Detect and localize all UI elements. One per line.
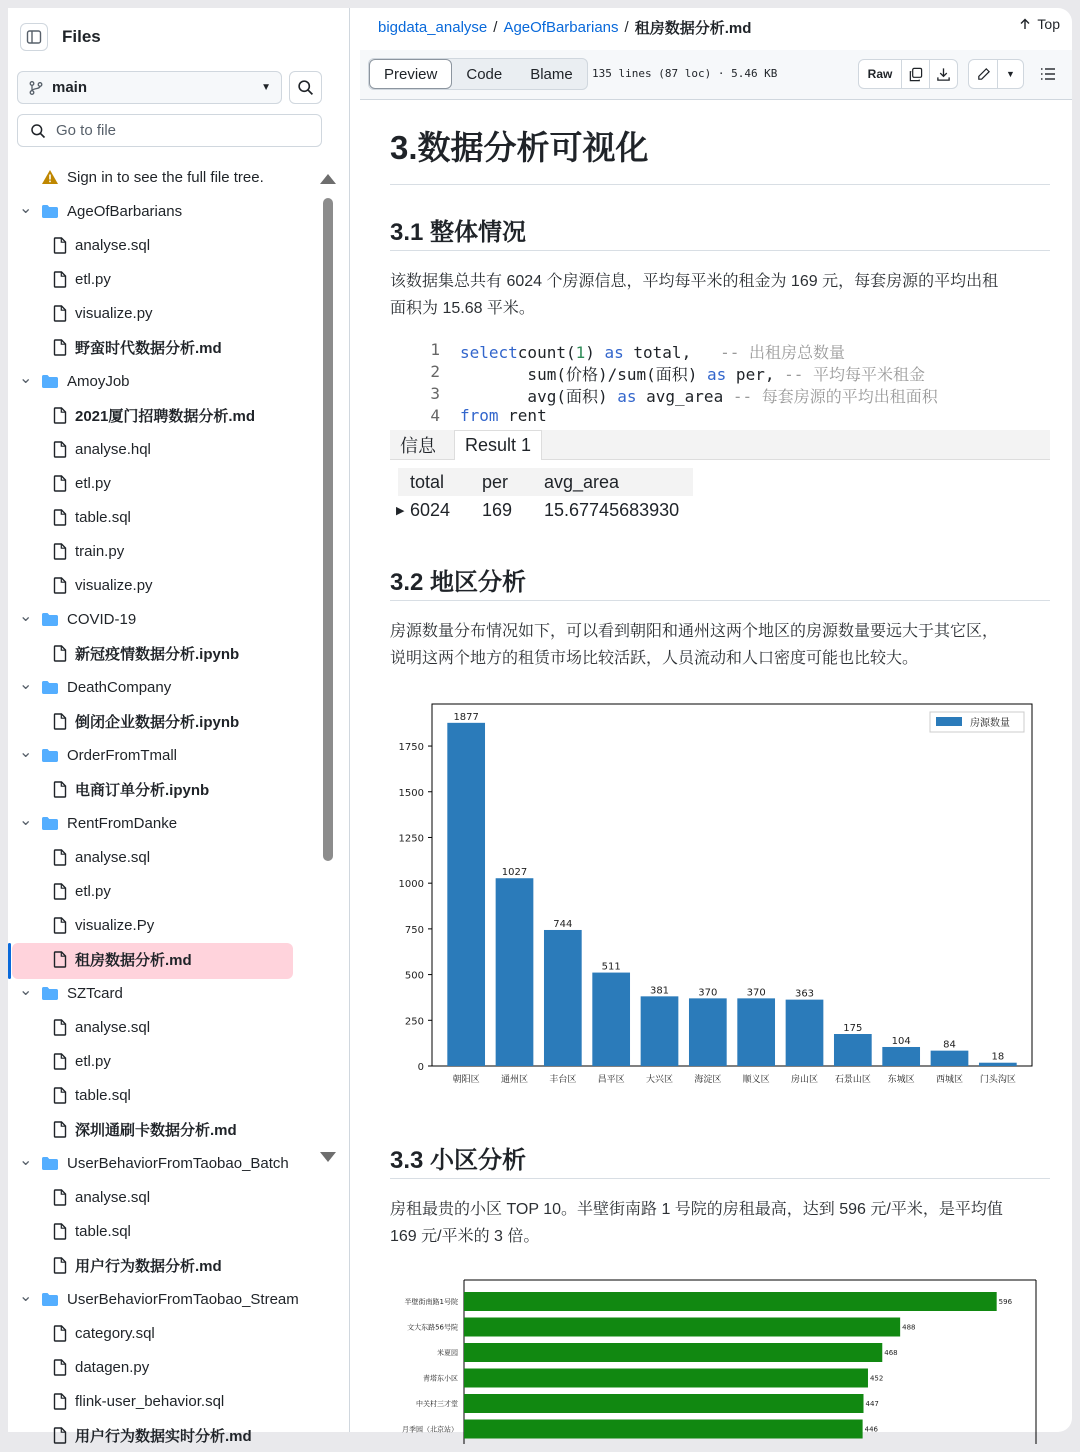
folder-icon — [41, 374, 59, 389]
bar — [464, 1394, 864, 1413]
code-token: select — [460, 343, 518, 362]
bar-value-label: 84 — [943, 1039, 956, 1051]
x-tick-label: 门头沟区 — [979, 1075, 1016, 1085]
tree-file[interactable] — [8, 772, 330, 806]
file-icon — [53, 1393, 67, 1410]
bar-value-label: 1877 — [453, 711, 479, 723]
bar — [544, 930, 582, 1066]
tree-item-label: category.sql — [75, 1324, 155, 1342]
file-icon — [53, 1019, 67, 1036]
file-icon — [53, 475, 67, 492]
bar-value-label: 744 — [553, 918, 573, 930]
bar — [979, 1063, 1017, 1066]
tree-file[interactable] — [8, 1112, 330, 1146]
file-sidebar — [8, 8, 350, 1445]
tree-item-label: 租房数据分析.md — [75, 951, 192, 969]
result-cell-total: 6024 — [410, 499, 451, 520]
community-paragraph — [390, 1196, 1050, 1250]
district-paragraph-line: 房源数量分布情况如下，可以看到朝阳和通州这两个地区的房源数量要远大于其它区， — [390, 623, 999, 640]
x-tick-label: 通州区 — [500, 1075, 529, 1085]
x-tick-label: 丰台区 — [549, 1075, 577, 1085]
selected-indicator — [8, 943, 11, 979]
bar-value-label: 452 — [869, 1374, 884, 1383]
go-to-file-input[interactable] — [17, 114, 322, 147]
bar — [464, 1369, 868, 1388]
scroll-up-arrow[interactable] — [320, 174, 336, 184]
file-icon — [53, 577, 67, 594]
download-icon — [936, 67, 951, 82]
result-header-total: total — [410, 471, 445, 492]
tree-file[interactable] — [8, 704, 330, 738]
code-token: as — [617, 387, 637, 406]
tree-item-label: datagen.py — [75, 1358, 150, 1376]
tree-item-label: analyse.sql — [75, 236, 151, 254]
app-frame — [8, 8, 1072, 1445]
result-header-per: per — [482, 471, 509, 492]
bar-value-label: 175 — [843, 1023, 863, 1035]
tab-code[interactable]: Code — [466, 65, 503, 83]
file-icon — [53, 1325, 67, 1342]
x-tick-label: 大兴区 — [645, 1075, 674, 1085]
sign-in-notice — [8, 160, 330, 194]
tree-item-label: AmoyJob — [67, 372, 130, 390]
code-token: from — [460, 406, 499, 425]
y-tick-label: 月季园（北京站） — [402, 1425, 458, 1434]
y-tick-label: 1500 — [398, 787, 424, 799]
file-icon — [53, 1121, 67, 1138]
file-icon — [53, 713, 67, 730]
file-icon — [53, 407, 67, 424]
code-token: 1 — [575, 343, 586, 362]
breadcrumb — [378, 16, 751, 38]
district-paragraph — [390, 618, 1050, 672]
y-tick-label: 1000 — [398, 879, 424, 891]
y-tick-label: 青塔东小区 — [423, 1374, 458, 1383]
result-cell-per: 169 — [482, 499, 513, 520]
chevron-down-icon: ▼ — [1006, 69, 1015, 79]
bar — [464, 1318, 900, 1337]
bar-value-label: 446 — [864, 1425, 878, 1434]
y-tick-label: 米夏园 — [437, 1349, 458, 1357]
tree-file[interactable] — [8, 534, 330, 568]
code-token: sum(价格)/sum(面积) — [460, 365, 708, 384]
bar — [592, 973, 630, 1066]
branch-name: main — [52, 79, 88, 96]
folder-icon — [41, 1292, 59, 1307]
tree-file[interactable] — [8, 500, 330, 534]
file-icon — [53, 1189, 67, 1206]
tree-item-label: analyse.hql — [75, 440, 151, 458]
heading-community-analysis: 3.3 小区分析 — [390, 1147, 527, 1174]
community-paragraph-line: 房租最贵的小区 TOP 10。半壁街南路 1 号院的房租最高，达到 596 元/平米，是平均值 — [390, 1201, 1003, 1218]
sidebar-scrollbar-thumb[interactable] — [323, 198, 333, 861]
legend-swatch — [936, 717, 962, 726]
tree-item-label: table.sql — [75, 1222, 131, 1240]
tree-file[interactable] — [8, 296, 330, 330]
tree-file[interactable] — [8, 942, 330, 976]
y-tick-label: 250 — [404, 1016, 424, 1028]
tree-file[interactable] — [8, 228, 330, 262]
code-token: -- 出租房总数量 — [720, 343, 845, 362]
branch-selector[interactable] — [17, 71, 282, 104]
code-line — [460, 340, 845, 363]
y-tick-label: 0 — [417, 1062, 424, 1073]
folder-icon — [41, 612, 59, 627]
tree-folder[interactable] — [8, 738, 330, 772]
top-link[interactable] — [1019, 16, 1060, 32]
tree-item-label: train.py — [75, 542, 125, 560]
code-token: avg_area — [636, 387, 733, 406]
tree-item-label: OrderFromTmall — [67, 746, 178, 764]
folder-icon — [41, 986, 59, 1001]
bar — [464, 1420, 863, 1439]
code-token: ) — [585, 343, 605, 362]
breadcrumb-separator: / — [493, 18, 498, 36]
tree-item-label: table.sql — [75, 508, 131, 526]
edit-options-dropdown[interactable] — [997, 60, 1023, 88]
go-to-file-placeholder: Go to file — [56, 122, 117, 139]
tree-item-label: 用户行为数据分析.md — [75, 1257, 222, 1275]
folder-icon — [41, 748, 59, 763]
tree-file[interactable] — [8, 1044, 330, 1078]
legend-label: 房源数量 — [970, 718, 1010, 729]
breadcrumb-separator: / — [624, 18, 629, 36]
breadcrumb-folder-link[interactable]: AgeOfBarbarians — [503, 18, 619, 36]
tree-file[interactable] — [8, 330, 330, 364]
tree-item-label: flink-user_behavior.sql — [75, 1392, 225, 1410]
folder-icon — [41, 1156, 59, 1171]
x-tick-label: 石景山区 — [834, 1075, 871, 1085]
bar-value-label: 447 — [865, 1400, 879, 1408]
tree-file[interactable] — [8, 1180, 330, 1214]
file-icon — [53, 1257, 67, 1274]
heading-divider — [390, 1178, 1050, 1179]
heading-divider — [390, 184, 1050, 185]
code-line — [460, 384, 938, 407]
code-token: per, — [726, 365, 785, 384]
x-tick-label: 海淀区 — [694, 1075, 722, 1085]
bar-value-label: 596 — [998, 1298, 1013, 1306]
chevron-down-icon[interactable]: ⌄ — [19, 370, 33, 387]
code-token: as — [604, 343, 624, 362]
tree-item-label: COVID-19 — [67, 610, 137, 628]
tree-item-label: UserBehaviorFromTaobao_Stream — [67, 1290, 299, 1308]
tree-item-label: 深圳通刷卡数据分析.md — [75, 1121, 237, 1139]
bar-value-label: 370 — [698, 987, 718, 999]
chevron-down-icon[interactable]: ⌄ — [19, 1152, 33, 1169]
bar-value-label: 18 — [991, 1051, 1005, 1063]
file-icon — [53, 917, 67, 934]
chevron-down-icon: ▼ — [261, 82, 271, 93]
sidebar-collapse-icon — [26, 29, 42, 45]
file-info: 135 lines (87 loc) · 5.46 KB — [592, 67, 778, 80]
file-icon — [53, 781, 67, 798]
tree-file[interactable] — [8, 1078, 330, 1112]
folder-icon — [41, 680, 59, 695]
sidebar-header — [20, 22, 101, 52]
tree-file[interactable] — [8, 262, 330, 296]
bar-value-label: 370 — [746, 987, 766, 999]
code-line-number: 2 — [430, 362, 440, 381]
code-line-number: 4 — [430, 406, 440, 425]
tab-preview[interactable]: Preview — [369, 59, 452, 89]
community-bar-chart — [390, 1274, 1056, 1444]
x-tick-label: 房山区 — [790, 1075, 819, 1085]
tree-item-label: etl.py — [75, 1052, 111, 1070]
tree-item-label: 野蛮时代数据分析.md — [75, 339, 222, 357]
bar-value-label: 1027 — [501, 867, 528, 879]
code-token: as — [707, 365, 727, 384]
tab-result-1: Result 1 — [454, 430, 542, 460]
search-icon — [297, 79, 314, 96]
file-icon — [53, 543, 67, 560]
bar — [786, 1000, 824, 1066]
tree-item-label: DeathCompany — [67, 678, 172, 696]
tab-blame[interactable]: Blame — [530, 65, 573, 83]
chevron-down-icon[interactable]: ⌄ — [19, 744, 33, 761]
bar-value-label: 104 — [891, 1035, 911, 1047]
y-tick-label: 500 — [404, 970, 424, 982]
community-paragraph-line: 169 元/平米的 3 倍。 — [390, 1228, 540, 1245]
sign-in-notice-text: Sign in to see the full file tree. — [67, 168, 264, 186]
file-icon — [53, 305, 67, 322]
download-button[interactable] — [929, 60, 957, 88]
y-tick-label: 半壁街南路1号院 — [404, 1298, 458, 1306]
file-icon — [53, 1359, 67, 1376]
code-token: -- 平均每平米租金 — [784, 365, 925, 384]
tree-folder[interactable] — [8, 364, 330, 398]
view-mode-tabs — [368, 58, 588, 90]
pencil-icon — [976, 67, 991, 82]
chevron-down-icon[interactable]: ⌄ — [19, 200, 33, 217]
heading-divider — [390, 250, 1050, 251]
raw-button[interactable]: Raw — [867, 67, 893, 81]
search-icon — [30, 123, 46, 139]
tree-file[interactable] — [8, 840, 330, 874]
tree-item-label: analyse.sql — [75, 1188, 151, 1206]
bar-value-label: 468 — [884, 1349, 898, 1357]
tree-file[interactable] — [8, 908, 330, 942]
file-icon — [53, 883, 67, 900]
tree-folder[interactable] — [8, 670, 330, 704]
code-line — [460, 406, 547, 425]
bar-value-label: 511 — [601, 961, 621, 973]
tree-file[interactable] — [8, 1418, 330, 1452]
heading-data-visualization: 3.数据分析可视化 — [390, 129, 649, 166]
x-tick-label: 朝阳区 — [452, 1075, 480, 1085]
file-icon — [53, 1087, 67, 1104]
y-tick-label: 1750 — [398, 742, 424, 754]
tree-file[interactable] — [8, 432, 330, 466]
heading-divider — [390, 600, 1050, 601]
tree-file[interactable] — [8, 466, 330, 500]
tree-item-label: analyse.sql — [75, 848, 151, 866]
tree-item-label: 新冠疫情数据分析.ipynb — [75, 645, 240, 663]
x-tick-label: 昌平区 — [597, 1075, 625, 1085]
bar — [737, 998, 775, 1066]
file-icon — [53, 645, 67, 662]
file-icon — [53, 237, 67, 254]
result-header-avg-area: avg_area — [544, 471, 620, 492]
code-token: rent — [498, 406, 547, 425]
edit-actions-group — [968, 59, 1024, 89]
file-toolbar — [360, 50, 1072, 100]
tree-item-label: 用户行为数据实时分析.md — [75, 1427, 252, 1445]
folder-icon — [41, 204, 59, 219]
y-tick-label: 中关村三才堂 — [416, 1400, 458, 1408]
tree-file[interactable] — [8, 1316, 330, 1350]
tree-item-label: 2021厦门招聘数据分析.md — [75, 407, 256, 425]
file-icon — [53, 509, 67, 526]
file-icon — [53, 849, 67, 866]
code-line — [460, 362, 925, 385]
tree-file[interactable] — [8, 398, 330, 432]
bar-value-label: 488 — [902, 1323, 916, 1332]
edit-button[interactable] — [969, 60, 997, 88]
copy-raw-button[interactable] — [901, 60, 929, 88]
y-tick-label: 文大东路56号院 — [407, 1323, 458, 1332]
bar — [931, 1051, 969, 1066]
chevron-down-icon[interactable]: ⌄ — [19, 676, 33, 693]
tree-item-label: etl.py — [75, 474, 111, 492]
tree-folder[interactable] — [8, 1282, 330, 1316]
scroll-down-arrow[interactable] — [320, 1152, 336, 1162]
tree-folder[interactable] — [8, 1146, 330, 1180]
git-branch-icon — [28, 80, 44, 96]
file-viewer — [360, 8, 1072, 1432]
bar — [447, 723, 485, 1066]
tree-file[interactable] — [8, 1010, 330, 1044]
tree-item-label: SZTcard — [67, 984, 123, 1002]
tree-folder[interactable] — [8, 976, 330, 1010]
tree-item-label: UserBehaviorFromTaobao_Batch — [67, 1154, 289, 1172]
tree-file[interactable] — [8, 1350, 330, 1384]
overall-paragraph-line: 面积为 15.68 平米。 — [390, 300, 535, 317]
overall-paragraph-line: 该数据集总共有 6024 个房源信息，平均每平米的租金为 169 元，每套房源的平均出租 — [390, 273, 999, 290]
breadcrumb-current-file: 租房数据分析.md — [634, 19, 752, 37]
tree-item-label: visualize.Py — [75, 916, 155, 934]
sql-code-image — [400, 340, 1048, 428]
tree-file[interactable] — [8, 1248, 330, 1282]
tree-item-label: AgeOfBarbarians — [67, 202, 183, 220]
tree-file[interactable] — [8, 568, 330, 602]
result-cell-avg-area: 15.67745683930 — [544, 499, 680, 520]
file-icon — [53, 271, 67, 288]
search-button[interactable] — [289, 71, 322, 104]
copy-icon — [908, 67, 923, 82]
tree-item-label: 倒闭企业数据分析.ipynb — [75, 713, 240, 731]
district-bar-chart — [390, 694, 1056, 1104]
tree-file[interactable] — [8, 1214, 330, 1248]
bar-value-label: 381 — [649, 985, 670, 997]
bar — [641, 996, 679, 1066]
tree-file[interactable] — [8, 1384, 330, 1418]
tree-item-label: visualize.py — [75, 576, 153, 594]
file-icon — [53, 951, 67, 968]
district-paragraph-line: 说明这两个地方的租赁市场比较活跃，人员流动和人口密度可能也比较大。 — [390, 650, 919, 667]
row-pointer-icon: ▶ — [396, 504, 405, 517]
file-icon — [53, 1053, 67, 1070]
tree-folder[interactable] — [8, 602, 330, 636]
chevron-down-icon[interactable]: ⌄ — [19, 608, 33, 625]
x-tick-label: 顺义区 — [742, 1075, 770, 1085]
collapse-sidebar-button[interactable] — [20, 23, 48, 51]
sidebar-title: Files — [62, 27, 101, 46]
bar — [464, 1343, 882, 1362]
x-tick-label: 西城区 — [935, 1075, 964, 1085]
tree-folder[interactable] — [8, 806, 330, 840]
x-tick-label: 东城区 — [887, 1075, 915, 1085]
outline-button[interactable] — [1040, 66, 1056, 87]
bar — [834, 1034, 872, 1066]
code-token: -- 每套房源的平均出租面积 — [732, 387, 938, 406]
tree-item-label: visualize.py — [75, 304, 153, 322]
tree-item-label: etl.py — [75, 882, 111, 900]
file-icon — [53, 339, 67, 356]
bar — [464, 1292, 997, 1311]
code-token: count( — [517, 343, 576, 362]
tree-folder[interactable] — [8, 194, 330, 228]
code-token: total, — [623, 343, 721, 362]
chevron-down-icon[interactable]: ⌄ — [19, 982, 33, 999]
tree-file[interactable] — [8, 874, 330, 908]
warning-icon — [41, 169, 59, 185]
file-tree — [8, 160, 330, 1452]
y-tick-label: 750 — [404, 924, 424, 936]
list-icon — [1040, 66, 1056, 82]
heading-overall: 3.1 整体情况 — [390, 219, 527, 246]
tree-item-label: table.sql — [75, 1086, 131, 1104]
y-tick-label: 1250 — [398, 833, 424, 845]
file-icon — [53, 1427, 67, 1444]
result-tabs — [390, 430, 1050, 460]
bar — [882, 1047, 920, 1066]
bar-value-label: 363 — [794, 988, 815, 1000]
code-line-number: 1 — [430, 340, 440, 359]
tree-item-label: analyse.sql — [75, 1018, 151, 1036]
tree-item-label: 电商订单分析.ipynb — [75, 781, 210, 799]
file-icon — [53, 441, 67, 458]
breadcrumb-repo-link[interactable]: bigdata_analyse — [378, 18, 488, 36]
heading-district-analysis: 3.2 地区分析 — [390, 569, 527, 596]
chevron-down-icon[interactable]: ⌄ — [19, 1288, 33, 1305]
code-token: avg(面积) — [460, 387, 618, 406]
folder-icon — [41, 816, 59, 831]
file-icon — [53, 1223, 67, 1240]
overall-paragraph — [390, 268, 1050, 322]
bar — [496, 878, 534, 1066]
tree-file[interactable] — [8, 636, 330, 670]
chevron-down-icon[interactable]: ⌄ — [19, 812, 33, 829]
tree-item-label: etl.py — [75, 270, 111, 288]
tree-item-label: RentFromDanke — [67, 814, 178, 832]
arrow-up-icon — [1019, 18, 1031, 30]
top-link-label: Top — [1037, 16, 1060, 32]
code-line-number: 3 — [430, 384, 440, 403]
tab-info: 信息 — [400, 436, 436, 456]
bar — [689, 998, 727, 1066]
raw-actions-group — [858, 59, 958, 89]
